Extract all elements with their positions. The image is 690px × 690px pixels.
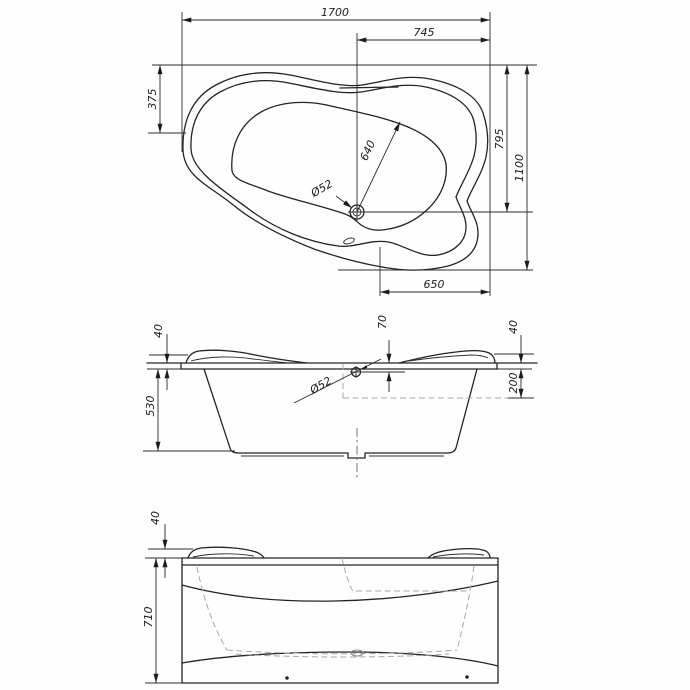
plan-view	[146, 6, 537, 296]
front-headrest-left	[188, 547, 264, 558]
headrest-left-outline	[186, 350, 307, 363]
apron-bottom-curve	[182, 652, 498, 666]
dim-label-drain-dia-side: Ø52	[307, 374, 334, 397]
dim-label-1700: 1700	[321, 6, 349, 19]
hidden-right-wall	[457, 566, 474, 650]
plan-extension-lines	[148, 12, 537, 296]
tub-outer-contour	[183, 73, 488, 270]
dim-line-640	[357, 122, 400, 212]
tub-basin-contour	[232, 102, 447, 230]
dim-label-530: 530	[144, 395, 157, 417]
dim-label-1100: 1100	[513, 154, 526, 182]
dim-label-40-right: 40	[507, 320, 520, 334]
tub-body-section	[204, 369, 477, 458]
dim-label-650: 650	[423, 278, 445, 291]
dim-label-795: 795	[493, 128, 506, 150]
front-headrest-left-edge	[193, 554, 254, 557]
front-elevation	[142, 511, 498, 683]
hidden-drain-mark	[351, 650, 363, 656]
dim-label-drain-dia-plan: Ø52	[308, 177, 335, 200]
foot-mark-left	[285, 676, 289, 680]
front-dimension-lines	[145, 524, 193, 683]
dim-label-640: 640	[357, 138, 379, 163]
side-elevation	[143, 315, 537, 480]
deck-edge-line	[340, 87, 398, 88]
hidden-basin-edge	[342, 558, 470, 591]
dim-label-710: 710	[142, 606, 155, 628]
dim-label-70: 70	[376, 315, 389, 329]
apron-top-curve	[182, 581, 498, 601]
leader-drain-plan	[336, 196, 352, 208]
leader-drain-side	[294, 359, 381, 403]
dim-label-40-left: 40	[152, 324, 165, 338]
dim-label-40-front: 40	[149, 511, 162, 525]
foot-mark-right	[465, 675, 469, 679]
dim-label-375: 375	[146, 88, 159, 110]
dim-label-200: 200	[507, 372, 520, 394]
overflow-mark	[343, 237, 355, 245]
dim-label-745: 745	[413, 26, 435, 39]
hidden-left-wall	[197, 567, 227, 650]
front-headrest-right-edge	[433, 554, 484, 557]
